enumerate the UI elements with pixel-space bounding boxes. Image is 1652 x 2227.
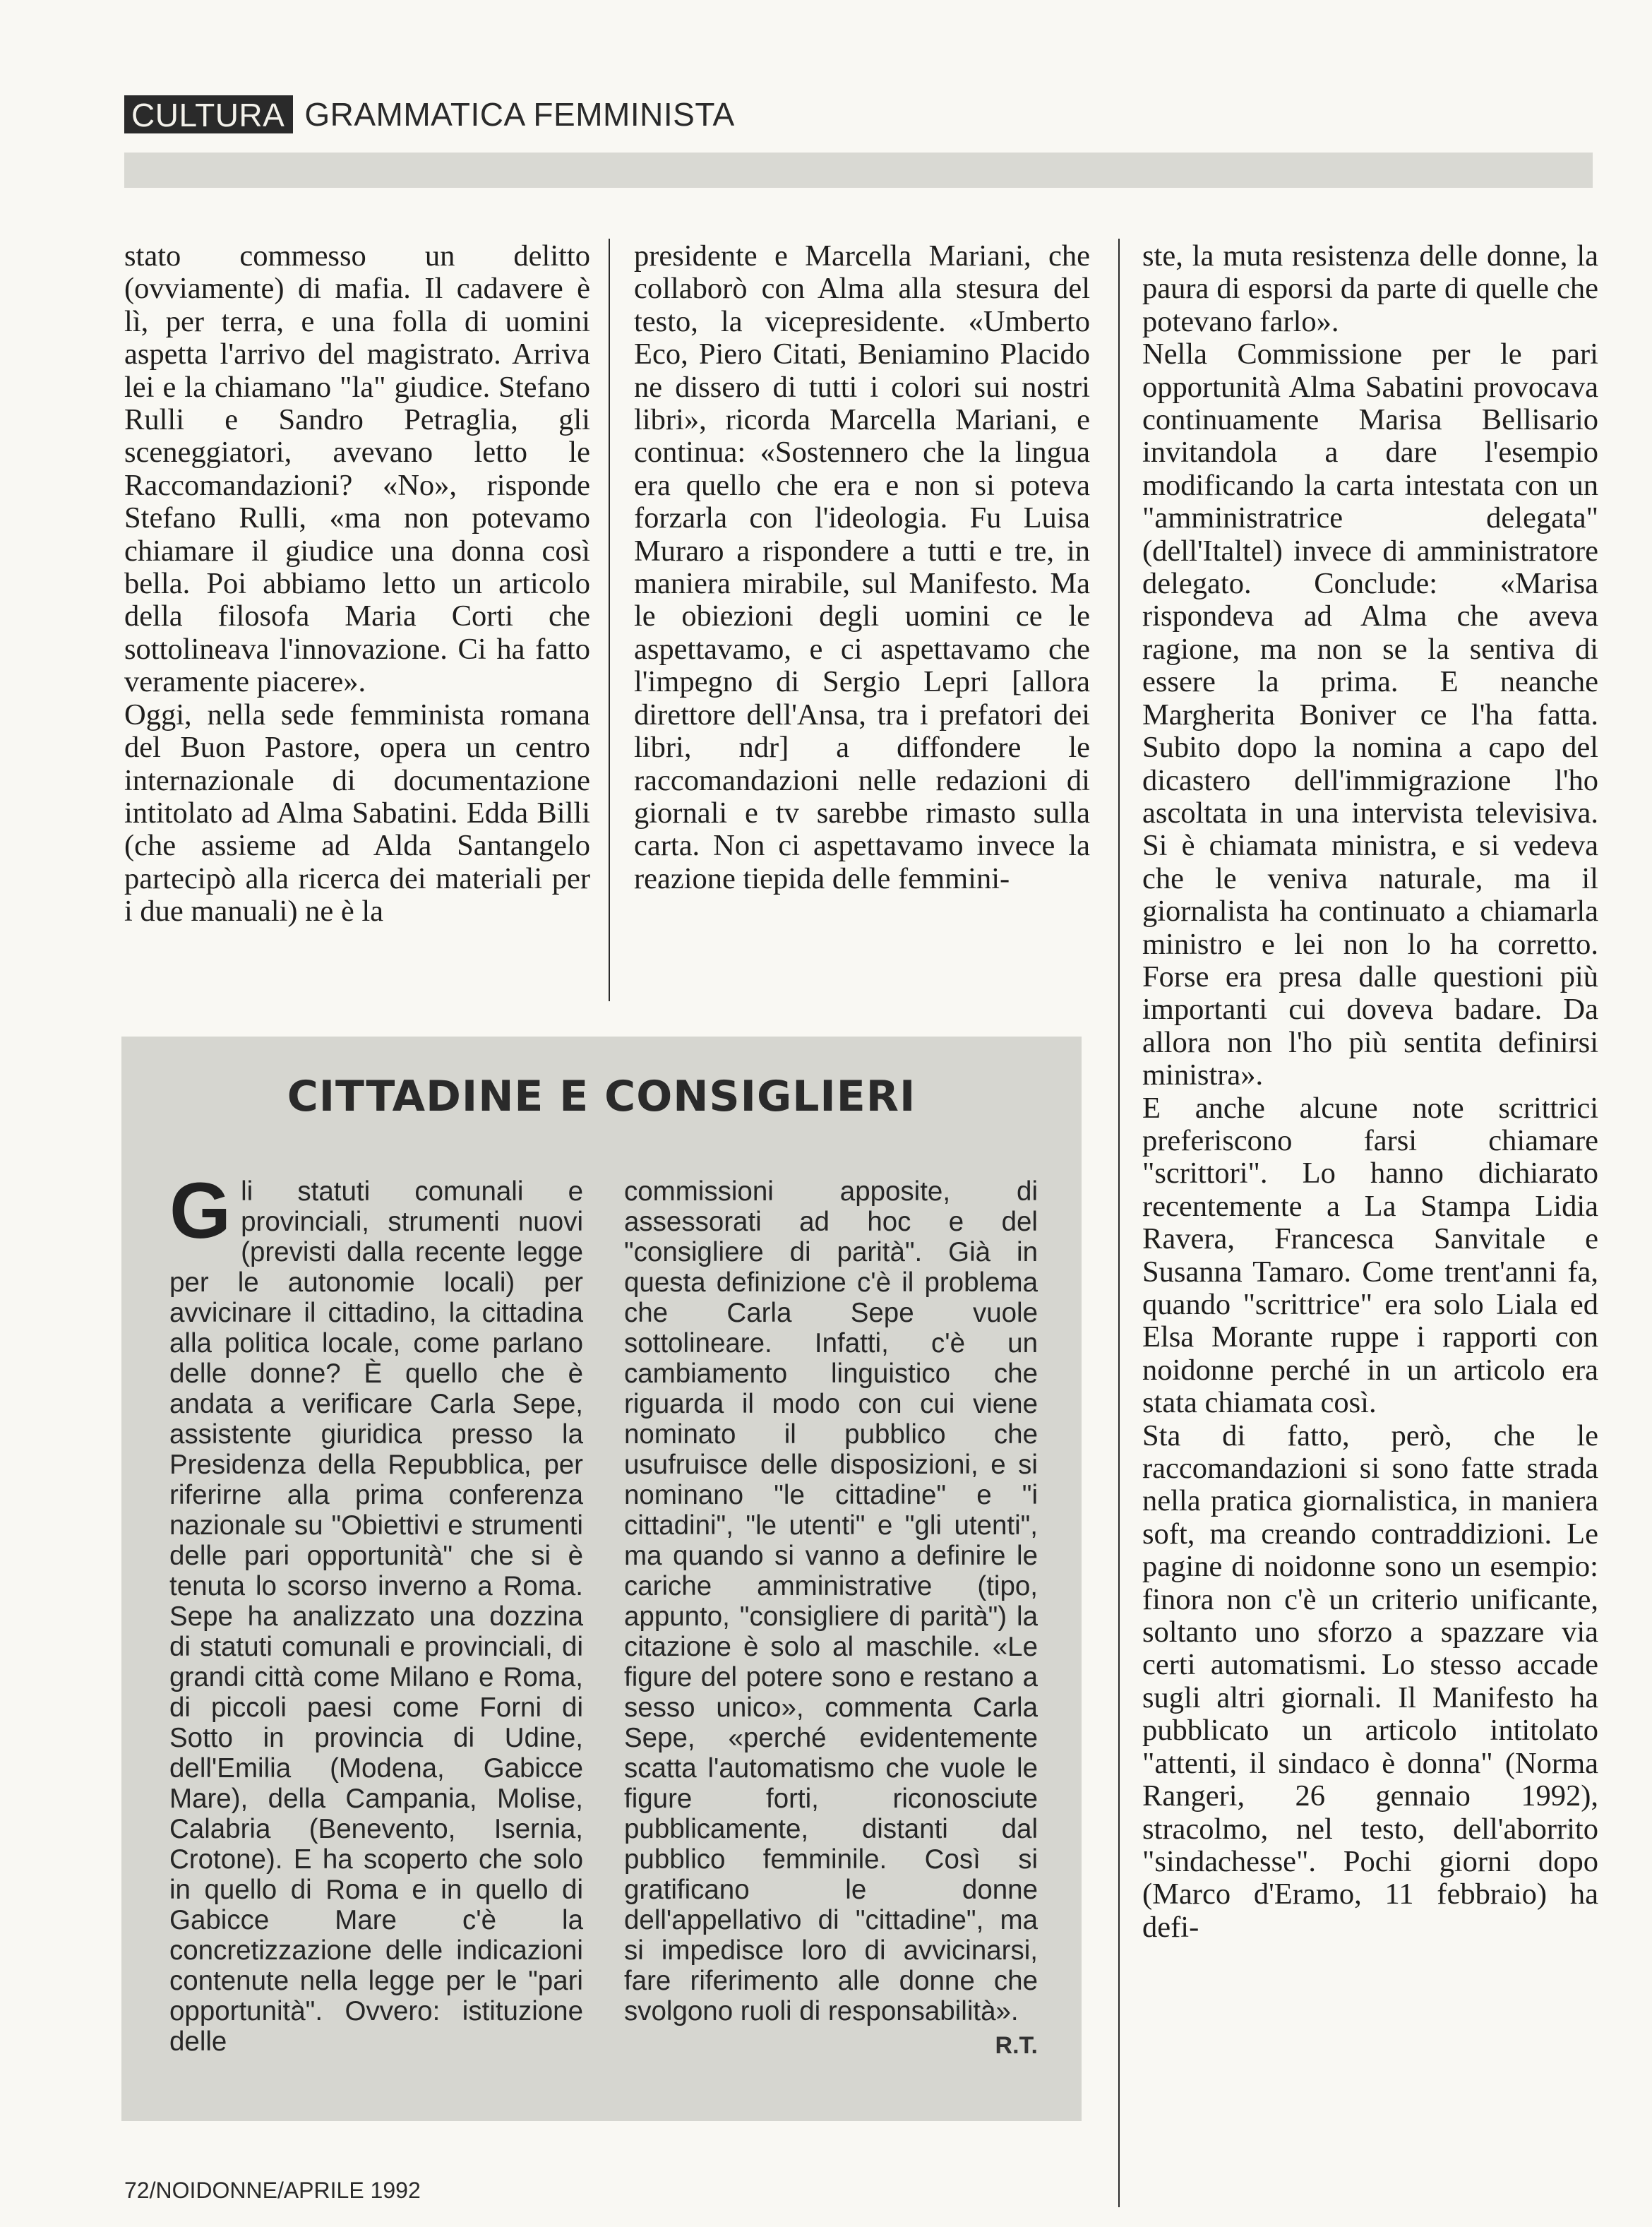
article-column-3	[1142, 240, 1598, 1944]
article-column-1	[124, 240, 590, 929]
paragraph: Oggi, nella sede femminista romana del Buon Pastore, opera un centro internazionale di documentazione intitolato ad Alma Sabatini. Edda Billi (che assieme ad Alda Santangelo partecipò alla ricerca dei materiali per i due manuali) ne è la	[124, 698, 590, 929]
paragraph: stato commesso un delitto (ovviamente) di mafia. Il cadavere è lì, per terra, e una folla di uomini aspetta l'arrivo del magistrato. Arriva lei e la chiamano "la" giudice. Stefano Rulli e Sandro Petraglia, gli sceneggiatori, avevano letto le Raccomandazioni? «No», risponde Stefano Rulli, «ma non potevamo chiamare il giudice una donna così bella. Poi abbiamo letto un articolo della filosofa Maria Corti che sottolineava l'innovazione. Ci ha fatto veramente piacere».	[124, 239, 590, 699]
section-header	[124, 95, 735, 134]
article-column-2	[634, 240, 1090, 895]
article-headline: GRAMMATICA FEMMINISTA	[304, 96, 735, 133]
paragraph: presidente e Marcella Mariani, che collaborò con Alma alla stesura del testo, la vicepresidente. «Umberto Eco, Piero Citati, Beniamino Placido ne dissero di tutti i colori sui nostri libri», ricorda Marcella Mariani, e continua: «Sostennero che la lingua era quello che era e non si poteva forzarla con l'ideologia. Fu Luisa Muraro a rispondere a tutti e tre, in maniera mirabile, sul Manifesto. Ma le obiezioni degli uomini ce le aspettavamo, e ci aspettavamo che l'impegno di Sergio Lepri [allora direttore dell'Ansa, tra i prefatori dei libri, ndr] a diffondere le raccomandazioni nelle redazioni di giornali e tv sarebbe rimasto sulla carta. Non ci aspettavamo invece la reazione tiepida delle femmini-	[634, 239, 1090, 895]
sidebar-title: CITTADINE E CONSIGLIERI	[287, 1072, 916, 1121]
author-signature: R.T.	[995, 2032, 1038, 2059]
paragraph: Nella Commissione per le pari opportunità Alma Sabatini provocava continuamente Marisa Bellisario invitandola a dare l'esempio modificando la carta intestata con un "amministratrice delegata" (dell'Italtel) invece di amministratore delegato. Conclude: «Marisa rispondeva ad Alma che aveva ragione, ma non se la sentiva di essere la prima. E neanche Margherita Boniver ce l'ha fatta. Subito dopo la nomina a capo del dicastero dell'immigrazione l'ho ascoltata in una intervista televisiva. Si è chiamata ministra, e si vedeva che le veniva naturale, ma il giornalista ha continuato a chiamarla ministro e lei non lo ha corretto. Forse era presa dalle questioni più importanti cui doveva badare. Da allora non l'ho più sentita definirsi ministra».	[1142, 338, 1598, 1092]
sidebar-column-1	[169, 1166, 583, 2057]
drop-cap: G	[169, 1166, 232, 1255]
paragraph: E anche alcune note scrittrici preferiscono farsi chiamare "scrittori". Lo hanno dichiarato recentemente a La Stampa Lidia Ravera, Francesca Sanvitale e Susanna Tamaro. Come trent'anni fa, quando "scrittrice" era solo Liala ed Elsa Morante ruppe i rapporti con noidonne perché in un articolo era stata chiamata così.	[1142, 1091, 1598, 1420]
paragraph: Sta di fatto, però, che le raccomandazioni si sono fatte strada nella pratica giornalistica, in maniera soft, ma creando contraddizioni. Le pagine di noidonne sono un esempio: finora non c'è un criterio unificante, soltanto uno sforzo a spazzare via certi automatismi. Lo stesso accade sugli altri giornali. Il Manifesto ha pubblicato un articolo intitolato "attenti, il sindaco è donna" (Norma Rangeri, 26 gennaio 1992), stracolmo, nel testo, dell'aborrito "sindachesse". Pochi giorni dopo (Marco d'Eramo, 11 febbraio) ha defi-	[1142, 1419, 1598, 1944]
section-rubric: CULTURA	[124, 95, 293, 133]
sidebar-box	[121, 1037, 1082, 2121]
sidebar-paragraph: li statuti comunali e provinciali, strumenti nuovi (previsti dalla recente legge per le autonomie locali) per avvicinare il cittadino, la cittadina alla politica locale, come parlano delle donne? È quello che è andata a verificare Carla Sepe, assistente giuridica presso la Presidenza della Repubblica, per riferirne alla prima conferenza nazionale su "Obiettivi e strumenti delle pari opportunità" che si è tenuta lo scorso inverno a Roma. Sepe ha analizzato una dozzina di statuti comunali e provinciali, di grandi città come Milano e Roma, di piccoli paesi come Forni di Sotto in provincia di Udine, dell'Emilia (Modena, Gabicce Mare), della Campania, Molise, Calabria (Benevento, Isernia, Crotone). E ha scoperto che solo in quello di Roma e in quello di Gabicce Mare c'è la concretizzazione delle indicazioni contenute nella legge per le "pari opportunità". Ovvero: istituzione delle	[169, 1176, 583, 2057]
page-footer: 72/NOIDONNE/APRILE 1992	[124, 2178, 421, 2203]
column-divider	[1118, 239, 1120, 2207]
sidebar-column-2	[624, 1176, 1038, 2026]
column-divider	[609, 239, 610, 1001]
header-band	[124, 153, 1593, 188]
paragraph: ste, la muta resistenza delle donne, la paura di esporsi da parte di quelle che potevano farlo».	[1142, 239, 1598, 338]
sidebar-paragraph: commissioni apposite, di assessorati ad hoc e del "consigliere di parità". Già in questa definizione c'è il problema che Carla Sepe vuole sottolineare. Infatti, c'è un cambiamento linguistico che riguarda il modo con cui viene nominato il pubblico che usufruisce delle disposizioni, e si nominano "le cittadine" e "i cittadini", "le utenti" e "gli utenti", ma quando si vanno a definire le cariche amministrative (tipo, appunto, "consigliere di parità") la citazione è solo al maschile. «Le figure del potere sono e restano a sesso unico», commenta Carla Sepe, «perché evidentemente scatta l'automatismo che vuole le figure forti, riconosciute pubblicamente, distanti dal pubblico femminile. Così si gratificano le donne dell'appellativo di "cittadine", ma si impedisce loro di avvicinarsi, fare riferimento alle donne che svolgono ruoli di responsabilità».	[624, 1176, 1038, 2026]
